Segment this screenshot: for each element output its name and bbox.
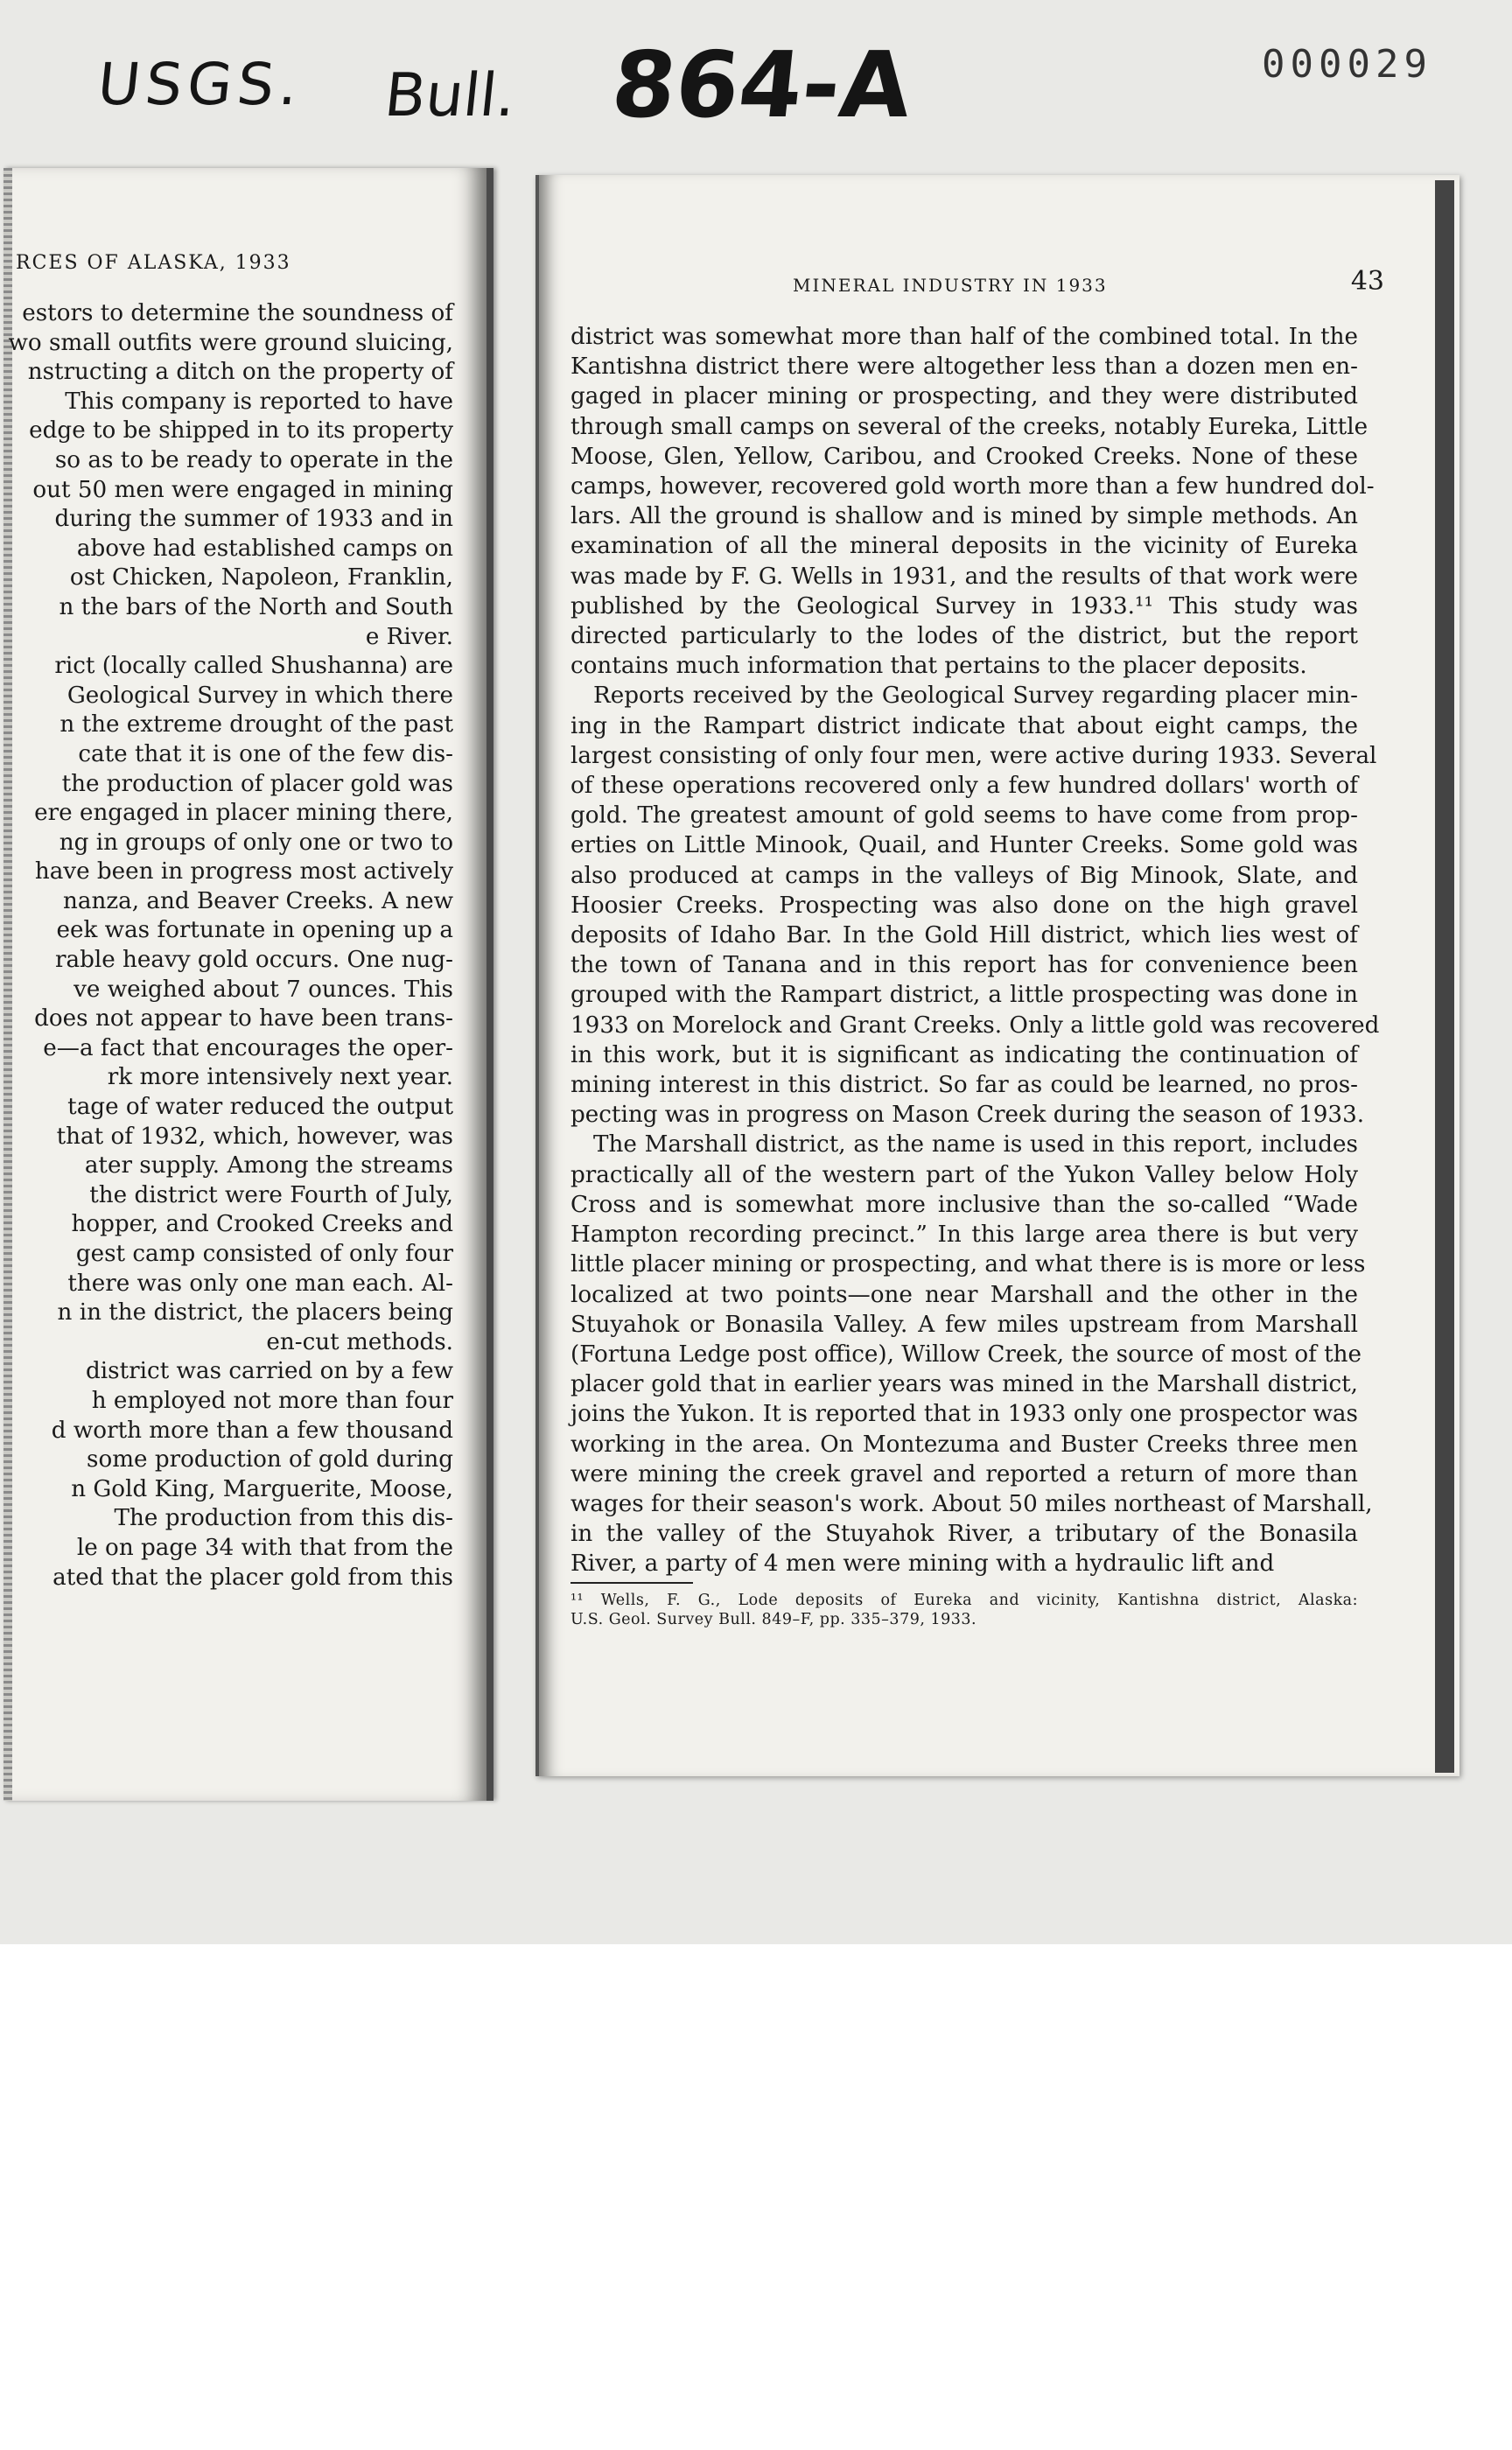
text-line: erties on Little Minook, Quail, and Hunter Creeks. Some gold was (570, 832, 1358, 859)
footnote-rule (570, 1582, 693, 1584)
text-line: e—a fact that encourages the oper- (43, 1034, 453, 1061)
text-line: e River. (365, 623, 453, 650)
text-line: pecting was in progress on Mason Creek during the season of 1933. (570, 1102, 1365, 1129)
text-line: Stuyahok or Bonasila Valley. A few miles upstream from Marshall (570, 1311, 1358, 1338)
text-line: estors to determine the soundness of (22, 300, 453, 326)
text-line: d worth more than a few thousand (51, 1417, 453, 1444)
text-line: rk more intensively next year. (107, 1064, 453, 1091)
text-line: nanza, and Beaver Creeks. A new (63, 887, 453, 914)
text-line: some production of gold during (87, 1446, 453, 1474)
handwritten-bulletin-label: Bull. (381, 61, 520, 130)
text-line: ¹¹ Wells, F. G., Lode deposits of Eureka and vicinity, Kantishna district, Alaska: (570, 1592, 1358, 1609)
text-line: wo small outfits were ground sluicing, (8, 329, 453, 356)
text-line: n in the district, the placers being (57, 1299, 453, 1326)
text-line: were mining the creek gravel and reported a return of more than (570, 1460, 1358, 1488)
text-line: cate that it is one of the few dis- (78, 740, 453, 767)
text-line: n Gold King, Marguerite, Moose, (71, 1475, 453, 1502)
text-line: during the summer of 1933 and in (54, 506, 453, 533)
text-line: Cross and is somewhat more inclusive than the so-called “Wade (570, 1191, 1358, 1218)
text-line: ost Chicken, Napoleon, Franklin, (69, 564, 453, 592)
text-line: le on page 34 with that from the (76, 1534, 453, 1561)
text-line: rable heavy gold occurs. One nug- (54, 947, 453, 974)
text-line: gest camp consisted of only four (75, 1241, 453, 1267)
text-line: wages for their season's work. About 50 miles northeast of Marshall, (570, 1490, 1373, 1517)
text-line: h employed not more than four (91, 1387, 453, 1414)
text-line: River, a party of 4 men were mining with a hydraulic lift and (570, 1550, 1275, 1578)
text-line: ve weighed about 7 ounces. This (74, 976, 453, 1003)
text-line: edge to be shipped in to its property (29, 417, 453, 444)
text-line: district was somewhat more than half of the combined total. In the (570, 324, 1358, 350)
text-line: placer gold that in earlier years was mined in the Marshall district, (570, 1371, 1358, 1398)
text-line: the production of placer gold was (61, 770, 453, 797)
text-line: rict (locally called Shushanna) are (54, 653, 453, 680)
text-line: ated that the placer gold from this (52, 1564, 453, 1591)
text-line: contains much information that pertains to the placer deposits. (570, 653, 1307, 680)
text-line: hopper, and Crooked Creeks and (71, 1211, 453, 1238)
text-line: tage of water reduced the output (67, 1094, 453, 1121)
text-line: gaged in placer mining or prospecting, and they were distributed (570, 383, 1358, 410)
text-line: The production from this dis- (114, 1505, 453, 1532)
text-line: examination of all the mineral deposits in the vicinity of Eureka (570, 533, 1358, 560)
text-line: through small camps on several of the creeks, notably Eureka, Little (570, 413, 1368, 440)
text-line: ater supply. Among the streams (84, 1152, 453, 1180)
text-line: practically all of the western part of the Yukon Valley below Holy (570, 1161, 1358, 1188)
text-line: The Marshall district, as the name is used in this report, includes (593, 1131, 1358, 1158)
text-line: published by the Geological Survey in 1933.¹¹ This study was (570, 592, 1358, 620)
right-page (536, 175, 1460, 1776)
left-page-text (0, 299, 453, 1592)
text-line: U.S. Geol. Survey Bull. 849–F, pp. 335–379, 1933. (570, 1611, 977, 1628)
text-line: above had established camps on (76, 535, 453, 562)
text-line: This company is reported to have (65, 388, 453, 415)
text-line: have been in progress most actively (34, 858, 453, 886)
text-line: camps, however, recovered gold worth more than a few hundred dol- (570, 473, 1375, 500)
stamp-number: 000029 (1262, 42, 1432, 87)
text-line: in the valley of the Stuyahok River, a tributary of the Bonasila (570, 1521, 1358, 1548)
text-line: n the bars of the North and South (59, 593, 453, 620)
text-line: nstructing a ditch on the property of (27, 359, 453, 386)
text-line: ng in groups of only one or two to (59, 829, 453, 856)
text-line: Hampton recording precinct.” In this large area there is but very (570, 1222, 1358, 1249)
text-line: Kantishna district there were altogether less than a dozen men en- (570, 354, 1358, 381)
text-line: lars. All the ground is shallow and is mined by simple methods. An (570, 503, 1358, 530)
text-line: was made by F. G. Wells in 1931, and the results of that work were (570, 563, 1358, 590)
text-line: joins the Yukon. It is reported that in 1933 only one prospector was (570, 1401, 1358, 1428)
text-line: Reports received by the Geological Survey regarding placer min- (593, 682, 1358, 710)
text-line: out 50 men were engaged in mining (32, 476, 453, 503)
text-line: gold. The greatest amount of gold seems to have come from prop- (570, 802, 1358, 830)
text-line: there was only one man each. Al- (67, 1270, 453, 1297)
text-line: also produced at camps in the valleys of Big Minook, Slate, and (570, 862, 1358, 889)
text-line: mining interest in this district. So far as could be learned, no pros- (570, 1072, 1358, 1099)
text-line: the town of Tanana and in this report has for convenience been (570, 952, 1358, 979)
text-line: Moose, Glen, Yellow, Caribou, and Crooked Creeks. None of these (570, 443, 1358, 470)
text-line: working in the area. On Montezuma and Buster Creeks three men (570, 1431, 1358, 1458)
text-line: largest consisting of only four men, were active during 1933. Several (570, 742, 1377, 769)
text-line: 1933 on Morelock and Grant Creeks. Only a little gold was recovered (570, 1012, 1380, 1039)
text-line: (Fortuna Ledge post office), Willow Creek, the source of most of the (570, 1340, 1362, 1368)
text-line: district was carried on by a few (86, 1358, 453, 1385)
footnote (570, 1591, 1358, 1629)
text-line: that of 1932, which, however, was (56, 1123, 453, 1150)
page-number: 43 (1350, 266, 1384, 297)
text-line: deposits of Idaho Bar. In the Gold Hill district, which lies west of (570, 922, 1358, 949)
text-line: n the extreme drought of the past (60, 711, 453, 738)
text-line: does not appear to have been trans- (34, 1005, 453, 1032)
text-line: eek was fortunate in opening up a (56, 917, 453, 944)
text-line: grouped with the Rampart district, a little prospecting was done in (570, 982, 1358, 1009)
text-line: localized at two points—one near Marshall and the other in the (570, 1281, 1358, 1308)
text-line: ere engaged in placer mining there, (34, 800, 453, 827)
right-page-text (570, 322, 1380, 1579)
text-line: in this work, but it is significant as indicating the continuation of (570, 1041, 1358, 1068)
text-line: Hoosier Creeks. Prospecting was also done on the high gravel (570, 892, 1358, 919)
text-line: of these operations recovered only a few hundred dollars' worth of (570, 773, 1358, 800)
text-line: little placer mining or prospecting, and what there is is more or less (570, 1251, 1366, 1278)
handwritten-bulletin-number: 864-A (606, 32, 917, 138)
text-line: so as to be ready to operate in the (54, 446, 453, 473)
text-line: Geological Survey in which there (66, 682, 453, 709)
left-running-head: RCES OF ALASKA, 1933 (16, 252, 291, 274)
text-line: en-cut methods. (266, 1328, 453, 1355)
page-frame-edge (1435, 180, 1454, 1773)
text-line: the district were Fourth of July, (89, 1181, 453, 1208)
right-running-head: MINERAL INDUSTRY IN 1933 (793, 275, 1108, 296)
text-line: directed particularly to the lodes of the district, but the report (570, 623, 1358, 650)
left-page (4, 168, 494, 1801)
handwritten-series-label: USGS. (94, 51, 307, 118)
text-line: ing in the Rampart district indicate that about eight camps, the (570, 712, 1358, 739)
